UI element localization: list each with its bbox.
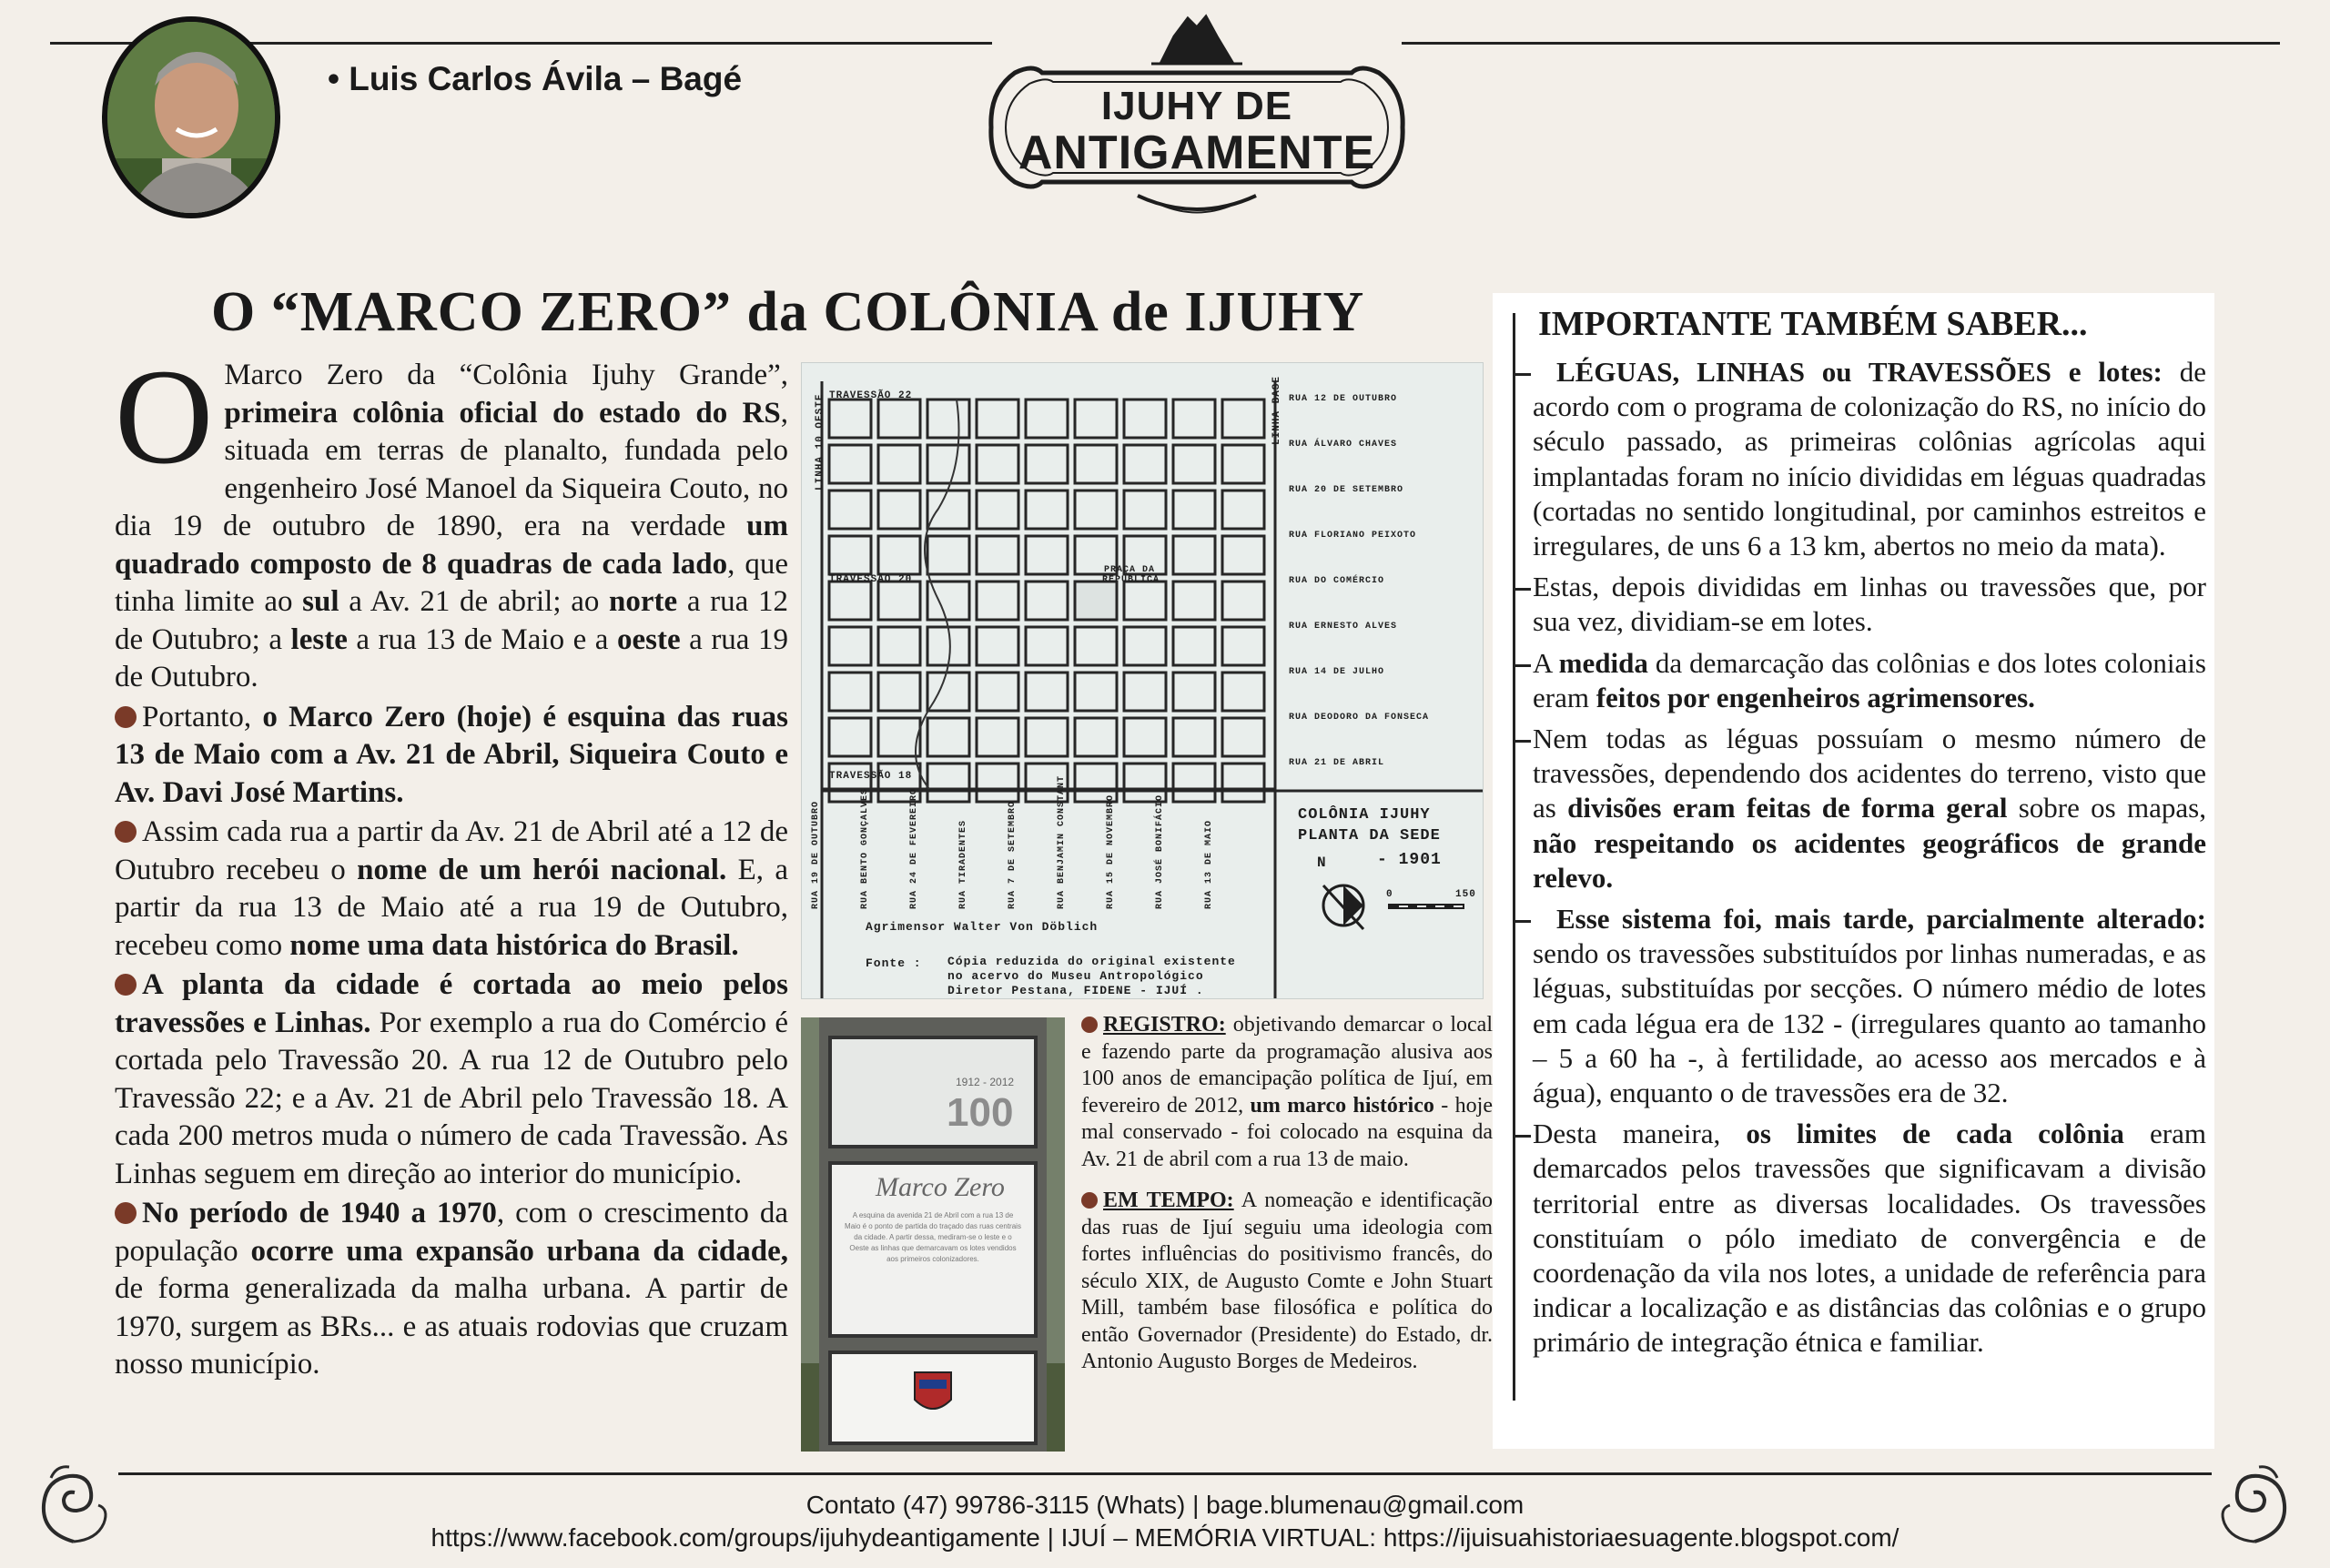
bullet-icon <box>115 974 137 996</box>
map-block <box>1173 445 1215 483</box>
compass-icon <box>1307 873 1380 946</box>
info-paragraph-4: Nem todas as léguas possuíam o mesmo número de travessões, dependendo dos acidentes do terreno, visto que as divisões eram feitas de forma geral sobre os mapas, não respeitando os acidentes geográficos de grande relevo. <box>1533 722 2206 895</box>
map-north-label: N <box>1317 855 1327 871</box>
paragraph-2: Portanto, o Marco Zero (hoje) é esquina das ruas 13 de Maio com a Av. 21 de Abril, Siqueira Couto e Av. Davi José Martins. <box>115 700 788 809</box>
map-block <box>878 718 920 756</box>
map-block <box>878 582 920 620</box>
photo-plaque-text: A esquina da avenida 21 de Abril com a rua 13 de Maio é o ponto de partida do traçado das ruas centrais da cidade. A partir dessa, mediram-se o leste e o Oeste as linhas que demarcavam os lotes vendidos aos primeiros colonizadores. <box>845 1211 1021 1263</box>
map-label-travessao-20: TRAVESSÃO 20 <box>829 574 913 585</box>
map-block <box>1222 627 1264 665</box>
info-box-text <box>1533 355 2206 1367</box>
map-block <box>829 491 871 529</box>
map-creek <box>916 400 959 789</box>
map-label-praca: PRAÇA DA REPÚBLICA <box>1102 565 1160 585</box>
map-block <box>878 445 920 483</box>
map-block <box>878 673 920 711</box>
map-street-bottom: RUA 7 DE SETEMBRO <box>1008 800 1018 909</box>
map-block <box>1173 582 1215 620</box>
map-block <box>927 718 969 756</box>
map-block <box>1222 673 1264 711</box>
bullet-icon <box>115 1202 137 1224</box>
map-fonte-line-3: Diretor Pestana, FIDENE - IJUÍ . <box>947 984 1204 997</box>
map-block <box>977 582 1018 620</box>
footer-links: https://www.facebook.com/groups/ijuhydeantigamente | IJUÍ – MEMÓRIA VIRTUAL: https://ijuisuahistoriaesuagente.blogspot.com/ <box>431 1523 1899 1552</box>
map-label-travessao-22: TRAVESSÃO 22 <box>829 390 913 401</box>
map-block <box>927 673 969 711</box>
city-plan-map <box>801 362 1484 999</box>
map-street-bottom: RUA JOSÉ BONIFÁCIO <box>1155 794 1165 909</box>
photo-years: 1912 - 2012 <box>956 1076 1015 1088</box>
map-block <box>1075 582 1117 620</box>
map-fonte-line-1: Cópia reduzida do original existente <box>947 955 1236 968</box>
marco-zero-photo <box>801 1017 1065 1452</box>
map-label-linha-oeste: LINHA 10 OESTE <box>815 393 826 491</box>
map-block <box>927 445 969 483</box>
drop-cap: O <box>115 341 214 492</box>
side-notes <box>1081 1012 1493 1391</box>
map-scale-bar <box>1388 904 1464 909</box>
note-registro: REGISTRO: objetivando demarcar o local e fazendo parte da programação alusiva aos 100 anos de emancipação política de Ijuí, em fevereiro de 2012, um marco histórico - hoje mal conservado - foi colocado na esquina da Av. 21 de abril com a rua 13 de maio. <box>1081 1013 1493 1171</box>
map-block <box>1026 627 1068 665</box>
avatar <box>102 16 280 218</box>
map-block <box>1026 491 1068 529</box>
info-box-title: IMPORTANTE TAMBÉM SABER... <box>1538 305 2088 343</box>
map-block <box>1173 491 1215 529</box>
map-block <box>829 673 871 711</box>
map-grid <box>802 363 1484 999</box>
map-scale-150: 150 <box>1455 889 1476 900</box>
map-street-bottom: RUA BENJAMIN CONSTANT <box>1057 774 1067 909</box>
bullet-icon <box>115 821 137 843</box>
map-block <box>1222 764 1264 802</box>
map-street-right: RUA 20 DE SETEMBRO <box>1289 485 1404 495</box>
logo-line-2: ANTIGAMENTE <box>1018 126 1376 179</box>
paragraph-1: O Marco Zero da “Colônia Ijuhy Grande”, primeira colônia oficial do estado do RS, situada em terras de planalto, fundada pelo engenheiro José Manoel da Siqueira Couto, no dia 19 de outubro de 1890, era na verdade um quadrado composto de 8 quadras de cada lado, que tinha limite ao sul a Av. 21 de abril; ao norte a rua 12 de Outubro; a leste a rua 13 de Maio e a oeste a rua 19 de Outubro. <box>115 341 788 693</box>
paragraph-5: No período de 1940 a 1970, com o crescimento da população ocorre uma expansão urbana da cidade, de forma generalizada da malha urbana. A partir de 1970, surgem as BRs... e as atuais rodovias que cruzam nosso município. <box>115 1197 789 1381</box>
map-block <box>1222 400 1264 438</box>
map-block <box>977 718 1018 756</box>
header-rule-right <box>1402 42 2280 45</box>
map-block <box>977 536 1018 574</box>
map-block <box>1222 718 1264 756</box>
map-block <box>829 718 871 756</box>
article-headline: O “MARCO ZERO” da COLÔNIA de IJUHY <box>211 281 1365 343</box>
map-street-right: RUA FLORIANO PEIXOTO <box>1289 531 1417 541</box>
paragraph-3: Assim cada rua a partir da Av. 21 de Abril até a 12 de Outubro recebeu o nome de um herói nacional. E, a partir da rua 13 de Maio até a rua 19 de Outubro, recebeu como nome uma data histórica do Brasil. <box>115 815 788 962</box>
map-block <box>1173 627 1215 665</box>
map-block <box>1075 718 1117 756</box>
map-block <box>977 491 1018 529</box>
info-paragraph-6: Desta maneira, os limites de cada colônia eram demarcados pelos travessões que significavam a divisão territorial entre as diversas localidades. Os travessões constituíam o pólo imediato de convergência e de coordenação da vila nos lotes, a unidade de referência para indicar a localização e as distâncias das colônias e o grupo primário de integração étnica e familiar. <box>1533 1117 2206 1360</box>
map-fonte-label: Fonte : <box>866 956 922 970</box>
map-block <box>878 400 920 438</box>
map-block <box>1026 582 1068 620</box>
map-block <box>1222 582 1264 620</box>
footer-contact: Contato (47) 99786-3115 (Whats) | bage.blumenau@gmail.com <box>805 1491 1525 1519</box>
map-label-travessao-18: TRAVESSÃO 18 <box>829 771 913 782</box>
map-block <box>878 536 920 574</box>
map-block <box>927 536 969 574</box>
info-paragraph-3: A medida da demarcação das colônias e dos lotes coloniais eram feitos por engenheiros agrimensores. <box>1533 646 2206 715</box>
map-block <box>1173 400 1215 438</box>
map-block <box>829 400 871 438</box>
map-block <box>1075 400 1117 438</box>
map-street-bottom: RUA 19 DE OUTUBRO <box>811 800 821 909</box>
masthead-logo <box>978 9 1415 237</box>
map-block <box>1124 491 1166 529</box>
map-block <box>829 582 871 620</box>
map-block <box>1173 673 1215 711</box>
footer-rule <box>118 1472 2212 1475</box>
map-street-bottom: RUA TIRADENTES <box>958 819 968 909</box>
map-block <box>1026 400 1068 438</box>
map-street-right: RUA ERNESTO ALVES <box>1289 622 1398 632</box>
map-block <box>1075 673 1117 711</box>
map-street-right: RUA DO COMÉRCIO <box>1289 576 1385 586</box>
map-block <box>977 445 1018 483</box>
map-block <box>1124 673 1166 711</box>
map-street-right: RUA 14 DE JULHO <box>1289 667 1385 677</box>
map-scale-0: 0 <box>1386 889 1393 900</box>
map-block <box>1124 400 1166 438</box>
photo-number: 100 <box>947 1090 1014 1135</box>
map-year: - 1901 <box>1377 851 1442 869</box>
info-paragraph-5: Esse sistema foi, mais tarde, parcialmente alterado: sendo os travessões substituídos por linhas numeradas, e as léguas, substituídas por secções. O número médio de lotes em cada légua era de 132 - (irregulares quanto ao tamanho – 5 a 60 ha -, à fertilidade, ao acesso aos mercados e à água), enquanto o de travessões era de 32. <box>1533 902 2206 1110</box>
map-block <box>927 491 969 529</box>
map-agrimensor: Agrimensor Walter Von Döblich <box>866 920 1099 934</box>
map-label-linha-base: LINHA BASE <box>1271 375 1282 445</box>
info-box <box>1493 293 2214 1449</box>
map-block <box>927 400 969 438</box>
map-street-right: RUA ÁLVARO CHAVES <box>1289 440 1398 450</box>
map-block <box>829 445 871 483</box>
map-title-1: COLÔNIA IJUHY <box>1298 806 1431 824</box>
map-block <box>1075 445 1117 483</box>
map-block <box>1026 718 1068 756</box>
map-block <box>977 764 1018 802</box>
map-street-bottom: RUA 15 DE NOVEMBRO <box>1106 794 1116 909</box>
map-block <box>1173 536 1215 574</box>
map-block <box>1075 491 1117 529</box>
map-block <box>878 627 920 665</box>
bullet-icon <box>1081 1192 1098 1209</box>
map-street-right: RUA 12 DE OUTUBRO <box>1289 394 1398 404</box>
map-block <box>1026 536 1068 574</box>
paragraph-4: A planta da cidade é cortada ao meio pelos travessões e Linhas. Por exemplo a rua do Comércio é cortada pelo Travessão 20. A rua 12 de Outubro pelo Travessão 22; e a Av. 21 de Abril pelo Travessão 18. A cada 200 metros muda o número de cada Travessão. As Linhas seguem em direção ao interior do município. <box>115 968 788 1190</box>
map-block <box>878 491 920 529</box>
map-block <box>1026 445 1068 483</box>
map-block <box>977 673 1018 711</box>
note-em-tempo: EM TEMPO: A nomeação e identificação das ruas de Ijuí seguiu uma ideologia com fortes influências do positivismo francês, do século XIX, de Augusto Comte e John Stuart Mill, também base filosófica e política do então Governador (Presidente) do Estado, dr. Antonio Augusto Borges de Medeiros. <box>1081 1189 1493 1373</box>
map-block <box>927 764 969 802</box>
map-block <box>1173 718 1215 756</box>
photo-sign-title: Marco Zero <box>876 1172 1005 1202</box>
map-block <box>829 627 871 665</box>
info-box-bar <box>1513 313 1515 1401</box>
info-paragraph-1: LÉGUAS, LINHAS ou TRAVESSÕES e lotes: de acordo com o programa de colonização do RS, no início do século passado, as primeiras colônias agrícolas aqui implantadas foram no início divididas em léguas quadradas (cortadas no sentido longitudinal, por caminhos estreitos e irregulares, de uns 6 a 13 km, abertos no meio da mata). <box>1533 355 2206 563</box>
map-fonte-line-2: no acervo do Museu Antropológico <box>947 969 1204 983</box>
map-block <box>1124 445 1166 483</box>
map-block <box>1075 627 1117 665</box>
map-street-bottom: RUA 24 DE FEVEREIRO <box>909 787 919 909</box>
map-street-right: RUA DEODORO DA FONSECA <box>1289 713 1430 723</box>
map-block <box>1124 582 1166 620</box>
map-street-bottom: RUA 13 DE MAIO <box>1204 819 1214 909</box>
map-block <box>829 536 871 574</box>
author-byline: • Luis Carlos Ávila – Bagé <box>328 60 743 97</box>
main-column <box>115 341 789 1384</box>
map-block <box>1124 718 1166 756</box>
map-block <box>1124 627 1166 665</box>
map-block <box>977 400 1018 438</box>
map-block <box>1222 536 1264 574</box>
map-block <box>1026 673 1068 711</box>
map-block <box>1173 764 1215 802</box>
map-block <box>977 627 1018 665</box>
map-block <box>1222 491 1264 529</box>
logo-line-1: IJUHY DE <box>1100 84 1293 128</box>
bullet-icon <box>115 706 137 728</box>
map-title-2: PLANTA DA SEDE <box>1298 827 1441 845</box>
map-street-bottom: RUA BENTO GONÇALVES <box>860 787 870 909</box>
map-street-right: RUA 21 DE ABRIL <box>1289 758 1385 768</box>
bullet-icon <box>1081 1017 1098 1033</box>
info-paragraph-2: Estas, depois divididas em linhas ou travessões que, por sua vez, dividiam-se em lotes. <box>1533 570 2206 639</box>
map-block <box>1222 445 1264 483</box>
